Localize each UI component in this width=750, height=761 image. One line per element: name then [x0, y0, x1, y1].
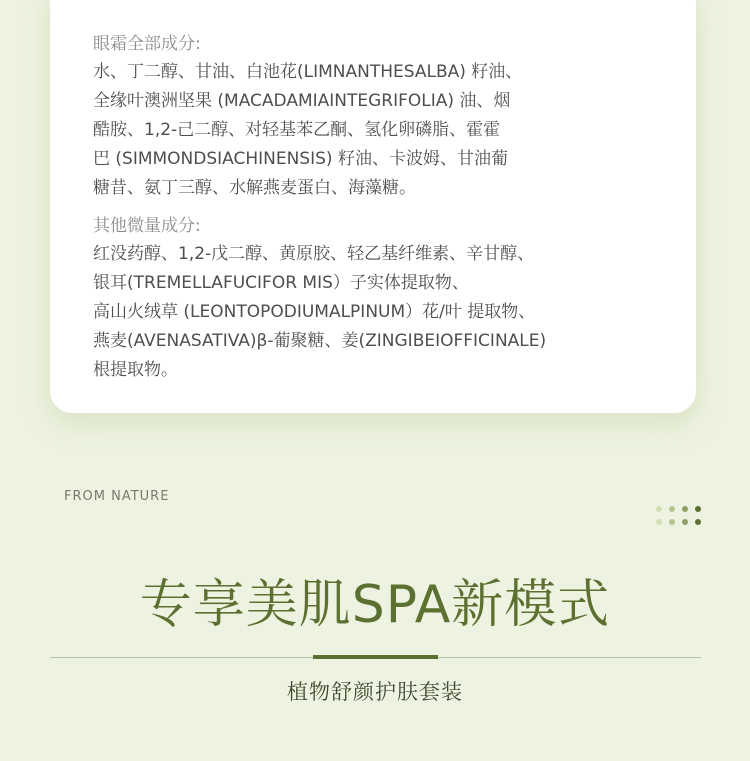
decorative-dots-icon [656, 506, 704, 528]
dot [669, 519, 675, 525]
eye-cream-ingredients-title: 眼霜全部成分: [93, 34, 201, 54]
dot [656, 519, 662, 525]
ingredient-line: 全缘叶澳洲坚果 (MACADAMIAINTEGRIFOLIA) 油、烟 [93, 91, 511, 111]
dot [682, 506, 688, 512]
section-tag: FROM NATURE [64, 489, 170, 504]
trace-ingredients [93, 214, 593, 385]
section-subtitle: 植物舒颜护肤套装 [287, 680, 463, 704]
dot [682, 519, 688, 525]
ingredient-line: 燕麦(AVENASATIVA)β-葡聚糖、姜(ZINGIBEIOFFICINALE) [93, 331, 547, 351]
eye-cream-ingredients-text [93, 58, 593, 203]
ingredient-line: 水、丁二醇、甘油、白池花(LIMNANTHESALBA) 籽油、 [93, 62, 523, 82]
ingredient-line: 巴 (SIMMONDSIACHINENSIS) 籽油、卡波姆、甘油葡 [93, 149, 508, 169]
ingredient-line: 红没药醇、1,2-戊二醇、黄原胶、轻乙基纤维素、辛甘醇、 [93, 244, 535, 264]
ingredient-line: 酷胺、1,2-己二醇、对轻基苯乙酮、氢化卵磷脂、霍霍 [93, 120, 501, 140]
ingredient-line: 糖昔、氨丁三醇、水解燕麦蛋白、海藻糖。 [93, 178, 416, 198]
dot [695, 506, 701, 512]
dot [695, 519, 701, 525]
ingredient-line: 银耳(TREMELLAFUCIFOR MIS）子实体提取物、 [93, 273, 469, 293]
divider-accent [313, 655, 438, 659]
trace-ingredients-text [93, 240, 593, 385]
eye-cream-ingredients [93, 32, 593, 203]
section-headline: 专享美肌SPA新模式 [139, 575, 611, 635]
dot [669, 506, 675, 512]
trace-ingredients-title: 其他微量成分: [93, 216, 201, 236]
dot [656, 506, 662, 512]
ingredient-line: 根提取物。 [93, 360, 178, 380]
ingredient-line: 高山火绒草 (LEONTOPODIUMALPINUM）花/叶 提取物、 [93, 302, 536, 322]
